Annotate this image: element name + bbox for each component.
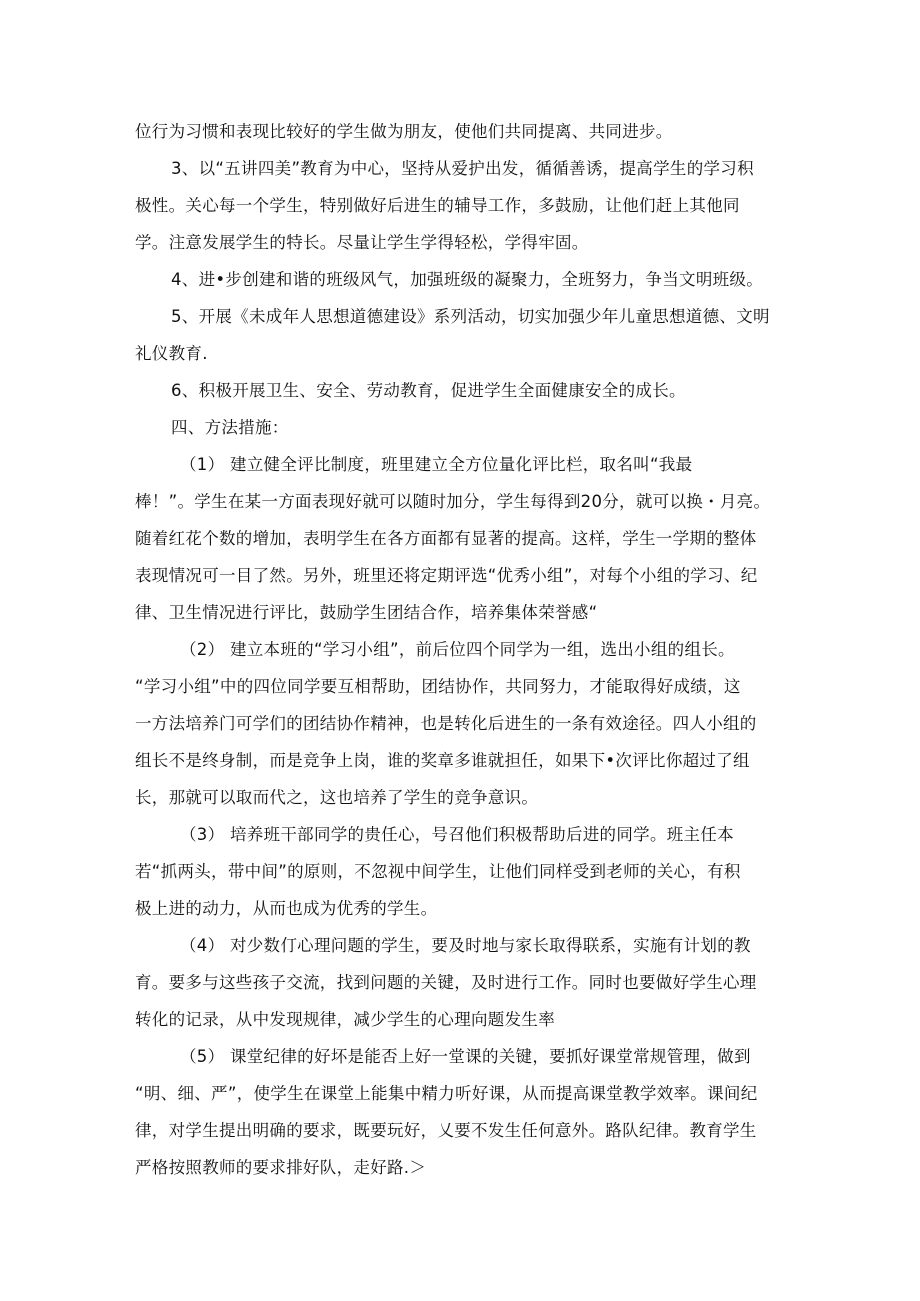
section-heading: 四、方法措施： bbox=[171, 418, 289, 437]
text-line: 育。要多与这些孩子交流，找到问题的关键，及时进行工作。同时也要做好学生心理 bbox=[135, 973, 757, 992]
text-line: 3、以“五讲四美”教育为中心，坚持从爱护出发，循循善诱，提高学生的学习积 bbox=[171, 159, 754, 178]
text-line: 4、进•步创建和谐的班级风气，加强班级的凝聚力，全班努力，争当文明班级。 bbox=[171, 270, 764, 289]
text-line: 礼仪教育. bbox=[135, 344, 208, 363]
text-line: 若“抓两头，带中间”的原则，不忽视中间学生，让他们同样受到老师的关心，有积 bbox=[135, 862, 741, 881]
text-line: 严格按照教师的要求排好队，走好路.＞ bbox=[135, 1158, 427, 1177]
text-line: 学。注意发展学生的特长。尽量让学生学得轻松，学得牢固。 bbox=[135, 233, 589, 252]
text-line: “学习小组”中的四位同学要互相帮助，团结协作，共同努力，才能取得好成绩，这 bbox=[135, 677, 741, 696]
text-line: 转化的记录，从中发现规律，减少学生的心理向题发生率 bbox=[135, 1010, 555, 1029]
text-line: 长，那就可以取而代之，这也培养了学生的竞争意识。 bbox=[135, 788, 539, 807]
text-line: 律、卫生情况进行评比，鼓励学生团结合作，培养集体荣誉感“ bbox=[135, 603, 598, 622]
text-line: 随着红花个数的增加，表明学生在各方面都有显著的提高。这样，学生一学期的整体 bbox=[135, 529, 757, 548]
text-line: 极上进的动力，从而也成为优秀的学生。 bbox=[135, 899, 438, 918]
text-line: 律，对学生提出明确的要求，既要玩好，乂要不发生任何意外。路队纪律。教育学生 bbox=[135, 1121, 757, 1140]
text-line: （2） 建立本班的“学习小组”，前后位四个同学为一组，选出小组的组长。 bbox=[180, 640, 735, 659]
text-line: 5、开展《未成年人思想道德建设》系列活动，切实加强少年儿童思想道德、文明 bbox=[171, 307, 770, 326]
text-line: （5） 课堂纪律的好坏是能否上好一堂课的关键，要抓好课堂常规管理，做到 bbox=[180, 1047, 751, 1066]
text-line: （4） 对少数仃心理问题的学生，要及时地与家长取得联系，实施有计划的教 bbox=[180, 936, 751, 955]
text-line: 极性。关心每一个学生，特别做好后进生的辅导工作，多鼓励，让他们赶上其他同 bbox=[135, 196, 740, 215]
text-line: （3） 培养班干部同学的贵任心，号召他们积极帮助后进的同学。班主任本 bbox=[180, 825, 734, 844]
text-line: 一方法培养门可学们的团结协作精神，也是转化后进生的一条有效途径。四人小组的 bbox=[135, 714, 757, 733]
text-line: 表现情况可一目了然。另外，班里还将定期评选“优秀小组”，对每个小组的学习、纪 bbox=[135, 566, 758, 585]
text-line: “明、细、严”，使学生在课堂上能集中精力听好课，从而提高课堂教学效率。课间纪 bbox=[135, 1084, 758, 1103]
text-line: 棒！”。学生在某一方面表现好就可以随时加分，学生每得到20分，就可以换・月亮。 bbox=[135, 492, 771, 511]
text-line: 6、积极开展卫生、安全、劳动教育，促进学生全面健康安全的成长。 bbox=[171, 381, 686, 400]
text-line: 位行为习惯和表现比较好的学生做为朋友，使他们共同提离、共同进步。 bbox=[135, 122, 673, 141]
text-line: 组长不是终身制，而是竞争上岗，谁的奖章多谁就担任，如果下•次评比你超过了组 bbox=[135, 751, 750, 770]
text-line: （1） 建立健全评比制度，班里建立全方位量化评比栏，取名叫“我最 bbox=[180, 455, 693, 474]
